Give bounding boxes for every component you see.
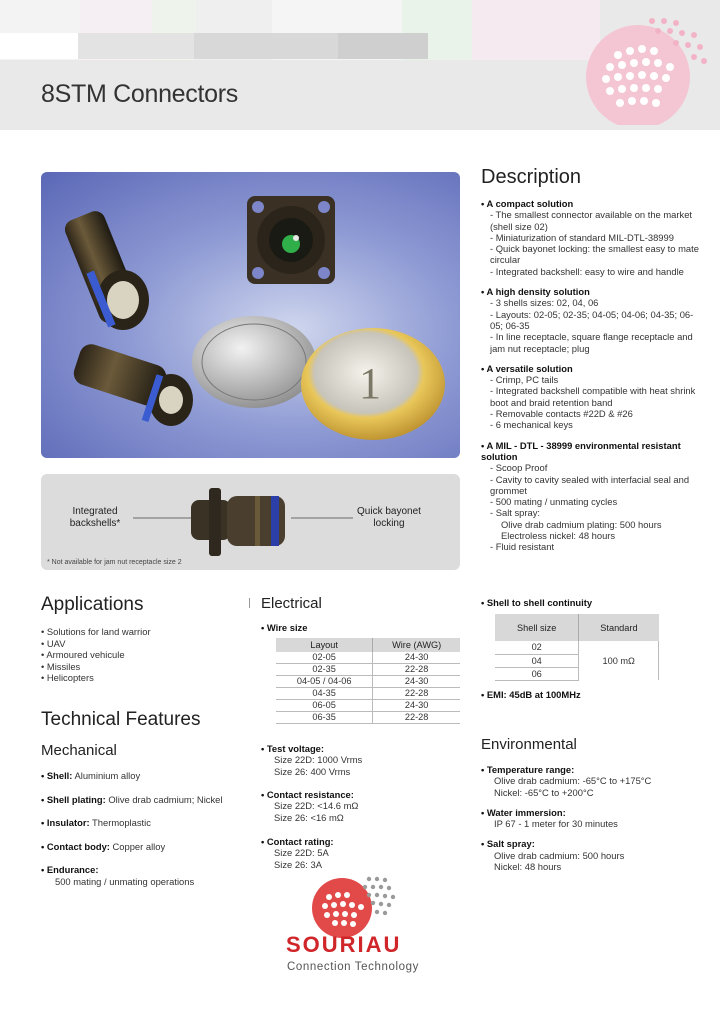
spec-value: Aluminium alloy: [72, 770, 141, 781]
table-header: Layout: [276, 638, 373, 652]
table-header-row: [276, 638, 460, 652]
page-title: 8STM Connectors: [41, 80, 238, 108]
table-cell: 06: [495, 667, 579, 680]
shell-continuity-label: [481, 597, 701, 608]
environmental-row: [481, 764, 701, 798]
table-cell: 06-05: [276, 700, 373, 712]
desc-item: - 6 mechanical keys: [490, 419, 573, 431]
spec-value: IP 67 - 1 meter for 30 minutes: [494, 818, 618, 830]
electrical-heading: Electrical: [261, 595, 322, 612]
svg-text:1: 1: [359, 359, 381, 408]
desc-item: - The smallest connector available on the market (shell size 02): [490, 209, 693, 232]
mechanical-row: [41, 794, 241, 806]
desc-item: - Fluid resistant: [490, 541, 555, 553]
brand-tagline: Connection Technology: [287, 961, 419, 973]
wire-size-label: [261, 622, 461, 633]
spec-value: Size 26: <16 mΩ: [274, 811, 344, 823]
product-photo: [41, 172, 460, 458]
technical-features-heading: Technical Features: [41, 709, 201, 730]
spec-value: 500 mating / unmating operations: [55, 875, 195, 887]
spec-label: • Shell to shell continuity: [481, 597, 593, 608]
table-row: [276, 712, 460, 724]
desc-item: - Integrated backshell: easy to wire and handle: [490, 265, 684, 277]
wire-size-table: [276, 638, 460, 724]
table-row: [276, 676, 460, 688]
desc-item: - 3 shells sizes: 02, 04, 06: [490, 297, 599, 309]
desc-item: - Scoop Proof: [490, 462, 548, 474]
table-cell: 02-05: [276, 652, 373, 664]
header-bars: [0, 33, 428, 59]
contact-resistance-block: [261, 789, 461, 823]
mechanical-heading: Mechanical: [41, 742, 117, 759]
spec-label: • Salt spray:: [481, 838, 535, 850]
contact-rating-block: [261, 836, 461, 870]
spec-value: Size 22D: 5A: [274, 847, 329, 859]
shell-continuity-table: [495, 614, 659, 681]
spec-value: Size 26: 3A: [274, 858, 322, 870]
table-cell: 24-30: [373, 652, 460, 664]
desc-item: - Integrated backshell compatible with heat shrink boot and braid retention band: [490, 385, 696, 408]
desc-item: - 500 mating / unmating cycles: [490, 496, 618, 508]
table-cell: 04: [495, 654, 579, 667]
list-item: • Solutions for land warrior: [41, 626, 151, 637]
spec-value: Olive drab cadmium; Nickel: [105, 793, 223, 805]
spec-label: • Shell:: [41, 770, 73, 781]
column-divider: [249, 598, 250, 608]
spec-value: Thermoplastic: [89, 817, 151, 828]
list-item: • Armoured vehicule: [41, 649, 125, 660]
description-heading: Description: [481, 166, 582, 188]
spec-label: • Water immersion:: [481, 806, 566, 818]
applications-heading: Applications: [41, 594, 144, 615]
table-cell: 04-35: [276, 688, 373, 700]
table-cell: 06-35: [276, 712, 373, 724]
spec-label: • Contact rating:: [261, 836, 334, 847]
table-cell: 02-35: [276, 664, 373, 676]
integrated-backshells-label: Integrated backshells*: [69, 506, 121, 529]
spec-label: • Test voltage:: [261, 743, 325, 754]
spec-label: • Contact body:: [41, 840, 110, 852]
connector-diagram: [41, 474, 460, 570]
spec-value: Size 22D: 1000 Vrms: [274, 754, 363, 766]
spec-value: Size 26: 400 Vrms: [274, 765, 351, 777]
spec-label: • EMI: 45dB at 100MHz: [481, 689, 581, 700]
table-header-row: [495, 614, 659, 641]
environmental-heading: Environmental: [481, 736, 577, 753]
list-item: • Helicopters: [41, 672, 94, 683]
desc-head: • A compact solution: [481, 198, 574, 209]
brand-name: SOURIAU: [286, 932, 402, 957]
desc-head: • A versatile solution: [481, 362, 573, 374]
connector-illustration: [41, 474, 460, 570]
spec-label: • Shell plating:: [41, 793, 106, 805]
table-row: [276, 664, 460, 676]
table-header: Wire (AWG): [373, 638, 460, 652]
spec-value: Olive drab cadmium: -65°C to +175°C: [494, 775, 652, 787]
applications-list: [41, 626, 151, 684]
table-row: [276, 688, 460, 700]
description-list: [481, 198, 701, 553]
desc-item: - Layouts: 02-05; 02-35; 04-05; 04-06; 04-35; 06-05; 06-35: [490, 308, 694, 331]
table-header: Shell size: [495, 614, 579, 641]
desc-subitem: Olive drab cadmium plating: 500 hours: [501, 518, 662, 530]
table-cell: 04-05 / 04-06: [276, 676, 373, 688]
desc-item: - In line receptacle, square flange receptacle and jam nut receptacle; plug: [490, 331, 693, 354]
spec-label: • Insulator:: [41, 817, 90, 828]
quick-bayonet-label: Quick bayonet locking: [357, 506, 421, 529]
table-cell: 22-28: [373, 712, 460, 724]
mechanical-row: [41, 864, 241, 887]
table-row: [495, 641, 659, 654]
table-cell: 22-28: [373, 664, 460, 676]
spec-label: • Wire size: [261, 622, 308, 633]
mechanical-list: [41, 770, 241, 899]
spec-value: Nickel: -65°C to +200°C: [494, 786, 594, 798]
emi-line: [481, 689, 701, 700]
desc-item: - Removable contacts #22D & #26: [490, 408, 633, 420]
desc-item: - Quick bayonet locking: the smallest easy to mate circular: [490, 243, 699, 266]
environmental-list: [481, 764, 701, 881]
desc-subitem: Electroless nickel: 48 hours: [501, 530, 616, 542]
environmental-row: [481, 807, 701, 830]
desc-item: - Miniaturization of standard MIL-DTL-38999: [490, 231, 674, 243]
test-voltage-block: [261, 743, 461, 777]
environmental-row: [481, 838, 701, 872]
mechanical-row: [41, 770, 241, 782]
table-cell: 22-28: [373, 688, 460, 700]
dot-globe-logo: [560, 15, 710, 125]
spec-value: Olive drab cadmium: 500 hours: [494, 849, 625, 861]
desc-item: - Salt spray:: [490, 507, 541, 519]
table-header: Standard: [579, 614, 659, 641]
desc-head: • A MIL - DTL - 38999 environmental resistant solution: [481, 439, 681, 462]
spec-value: Nickel: 48 hours: [494, 861, 562, 873]
spec-label: • Temperature range:: [481, 764, 575, 775]
table-cell: 24-30: [373, 700, 460, 712]
desc-item: - Crimp, PC tails: [490, 374, 559, 386]
desc-item: - Cavity to cavity sealed with interfacial seal and grommet: [490, 473, 690, 496]
list-item: • UAV: [41, 637, 66, 649]
table-cell: 100 mΩ: [579, 641, 659, 680]
desc-head: • A high density solution: [481, 286, 590, 298]
list-item: • Missiles: [41, 660, 81, 672]
table-row: [276, 652, 460, 664]
spec-value: Size 22D: <14.6 mΩ: [274, 800, 359, 812]
spec-value: Copper alloy: [109, 840, 166, 852]
table-row: [276, 700, 460, 712]
mechanical-row: [41, 817, 241, 829]
spec-label: • Endurance:: [41, 864, 99, 875]
table-cell: 02: [495, 641, 579, 654]
mechanical-row: [41, 841, 241, 853]
spec-label: • Contact resistance:: [261, 789, 354, 800]
table-cell: 24-30: [373, 676, 460, 688]
diagram-footnote: * Not available for jam nut receptacle size 2: [47, 559, 182, 566]
